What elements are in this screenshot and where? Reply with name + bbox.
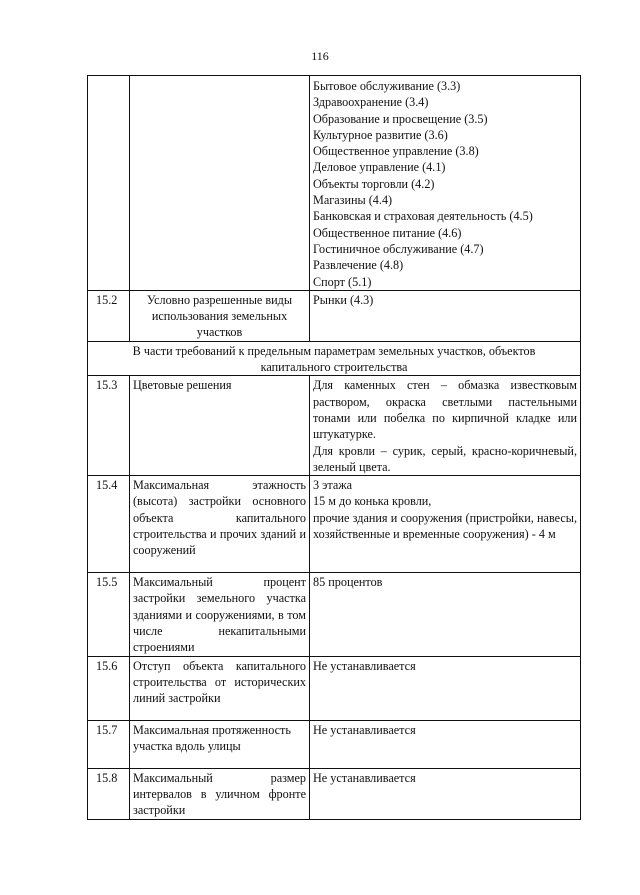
table-row [88,376,581,476]
list-item: Спорт (5.1) [313,274,372,289]
page-number: 116 [311,49,329,63]
row-value: Не устанавливается [310,656,581,720]
list-item: Культурное развитие (3.6) [313,127,448,142]
row-name: Цветовые решения [130,376,310,476]
list-item: Образование и просвещение (3.5) [313,111,488,126]
section-header: В части требований к предельным параметрам земельных участков, объектов капитального строительства [88,341,581,376]
table-row [88,476,581,573]
row-name: Условно разрешенные виды использования земельных участков [130,290,310,341]
row-value-line: 15 м до конька кровли, [313,494,432,509]
row-value-paragraph: Для кровли – сурик, серый, красно-коричневый, зеленый цвета. [313,443,577,474]
table-row [88,720,581,768]
list-item: Банковская и страховая деятельность (4.5) [313,209,533,224]
row-value-cell [310,76,581,291]
row-value-cell [310,376,581,476]
table-row [88,768,581,819]
list-item: Объекты торговли (4.2) [313,176,435,191]
row-number: 15.6 [88,656,130,720]
list-item: Общественное управление (3.8) [313,144,479,159]
section-header-row [88,341,581,376]
parameters-table [87,75,581,820]
row-number: 15.4 [88,476,130,573]
table-row [88,656,581,720]
row-name-cell [130,76,310,291]
row-value: Не устанавливается [310,768,581,819]
list-item: Общественное питание (4.6) [313,225,462,240]
row-number: 15.5 [88,573,130,656]
list-item: Бытовое обслуживание (3.3) [313,79,461,93]
row-number-cell [88,76,130,291]
row-value: Не устанавливается [310,720,581,768]
row-name: Максимальный процент застройки земельного участка зданиями и сооружениями, в том числе некапитальными строениями [130,573,310,656]
row-number: 15.3 [88,376,130,476]
table-row [88,290,581,341]
row-value-line: 3 этажа [313,478,353,493]
list-item: Развлечение (4.8) [313,258,404,273]
row-number: 15.2 [88,290,130,341]
table-row [88,76,581,291]
list-item: Магазины (4.4) [313,193,393,208]
row-value: Рынки (4.3) [310,290,581,341]
list-item: Гостиничное обслуживание (4.7) [313,241,484,256]
row-number: 15.8 [88,768,130,819]
row-value-paragraph: прочие здания и сооружения (пристройки, навесы, хозяйственные и временные сооружения) - 4 м [313,510,577,542]
row-value-cell [310,476,581,573]
table-row [88,573,581,656]
list-item: Здравоохранение (3.4) [313,95,429,110]
row-name: Максимальная этажность (высота) застройки основного объекта капитального строительства и прочих зданий и сооружений [130,476,310,573]
row-value: 85 процентов [310,573,581,656]
row-name: Максимальная протяженность участка вдоль улицы [130,720,310,768]
row-number: 15.7 [88,720,130,768]
list-item: Деловое управление (4.1) [313,160,446,175]
row-value-paragraph: Для каменных стен – обмазка известковым раствором, окраска светлыми пастельными тонами или побелка по кирпичной кладке или штукатурке. [313,378,577,442]
row-name: Максимальный размер интервалов в уличном фронте застройки [130,768,310,819]
row-name: Отступ объекта капитального строительства от исторических линий застройки [130,656,310,720]
